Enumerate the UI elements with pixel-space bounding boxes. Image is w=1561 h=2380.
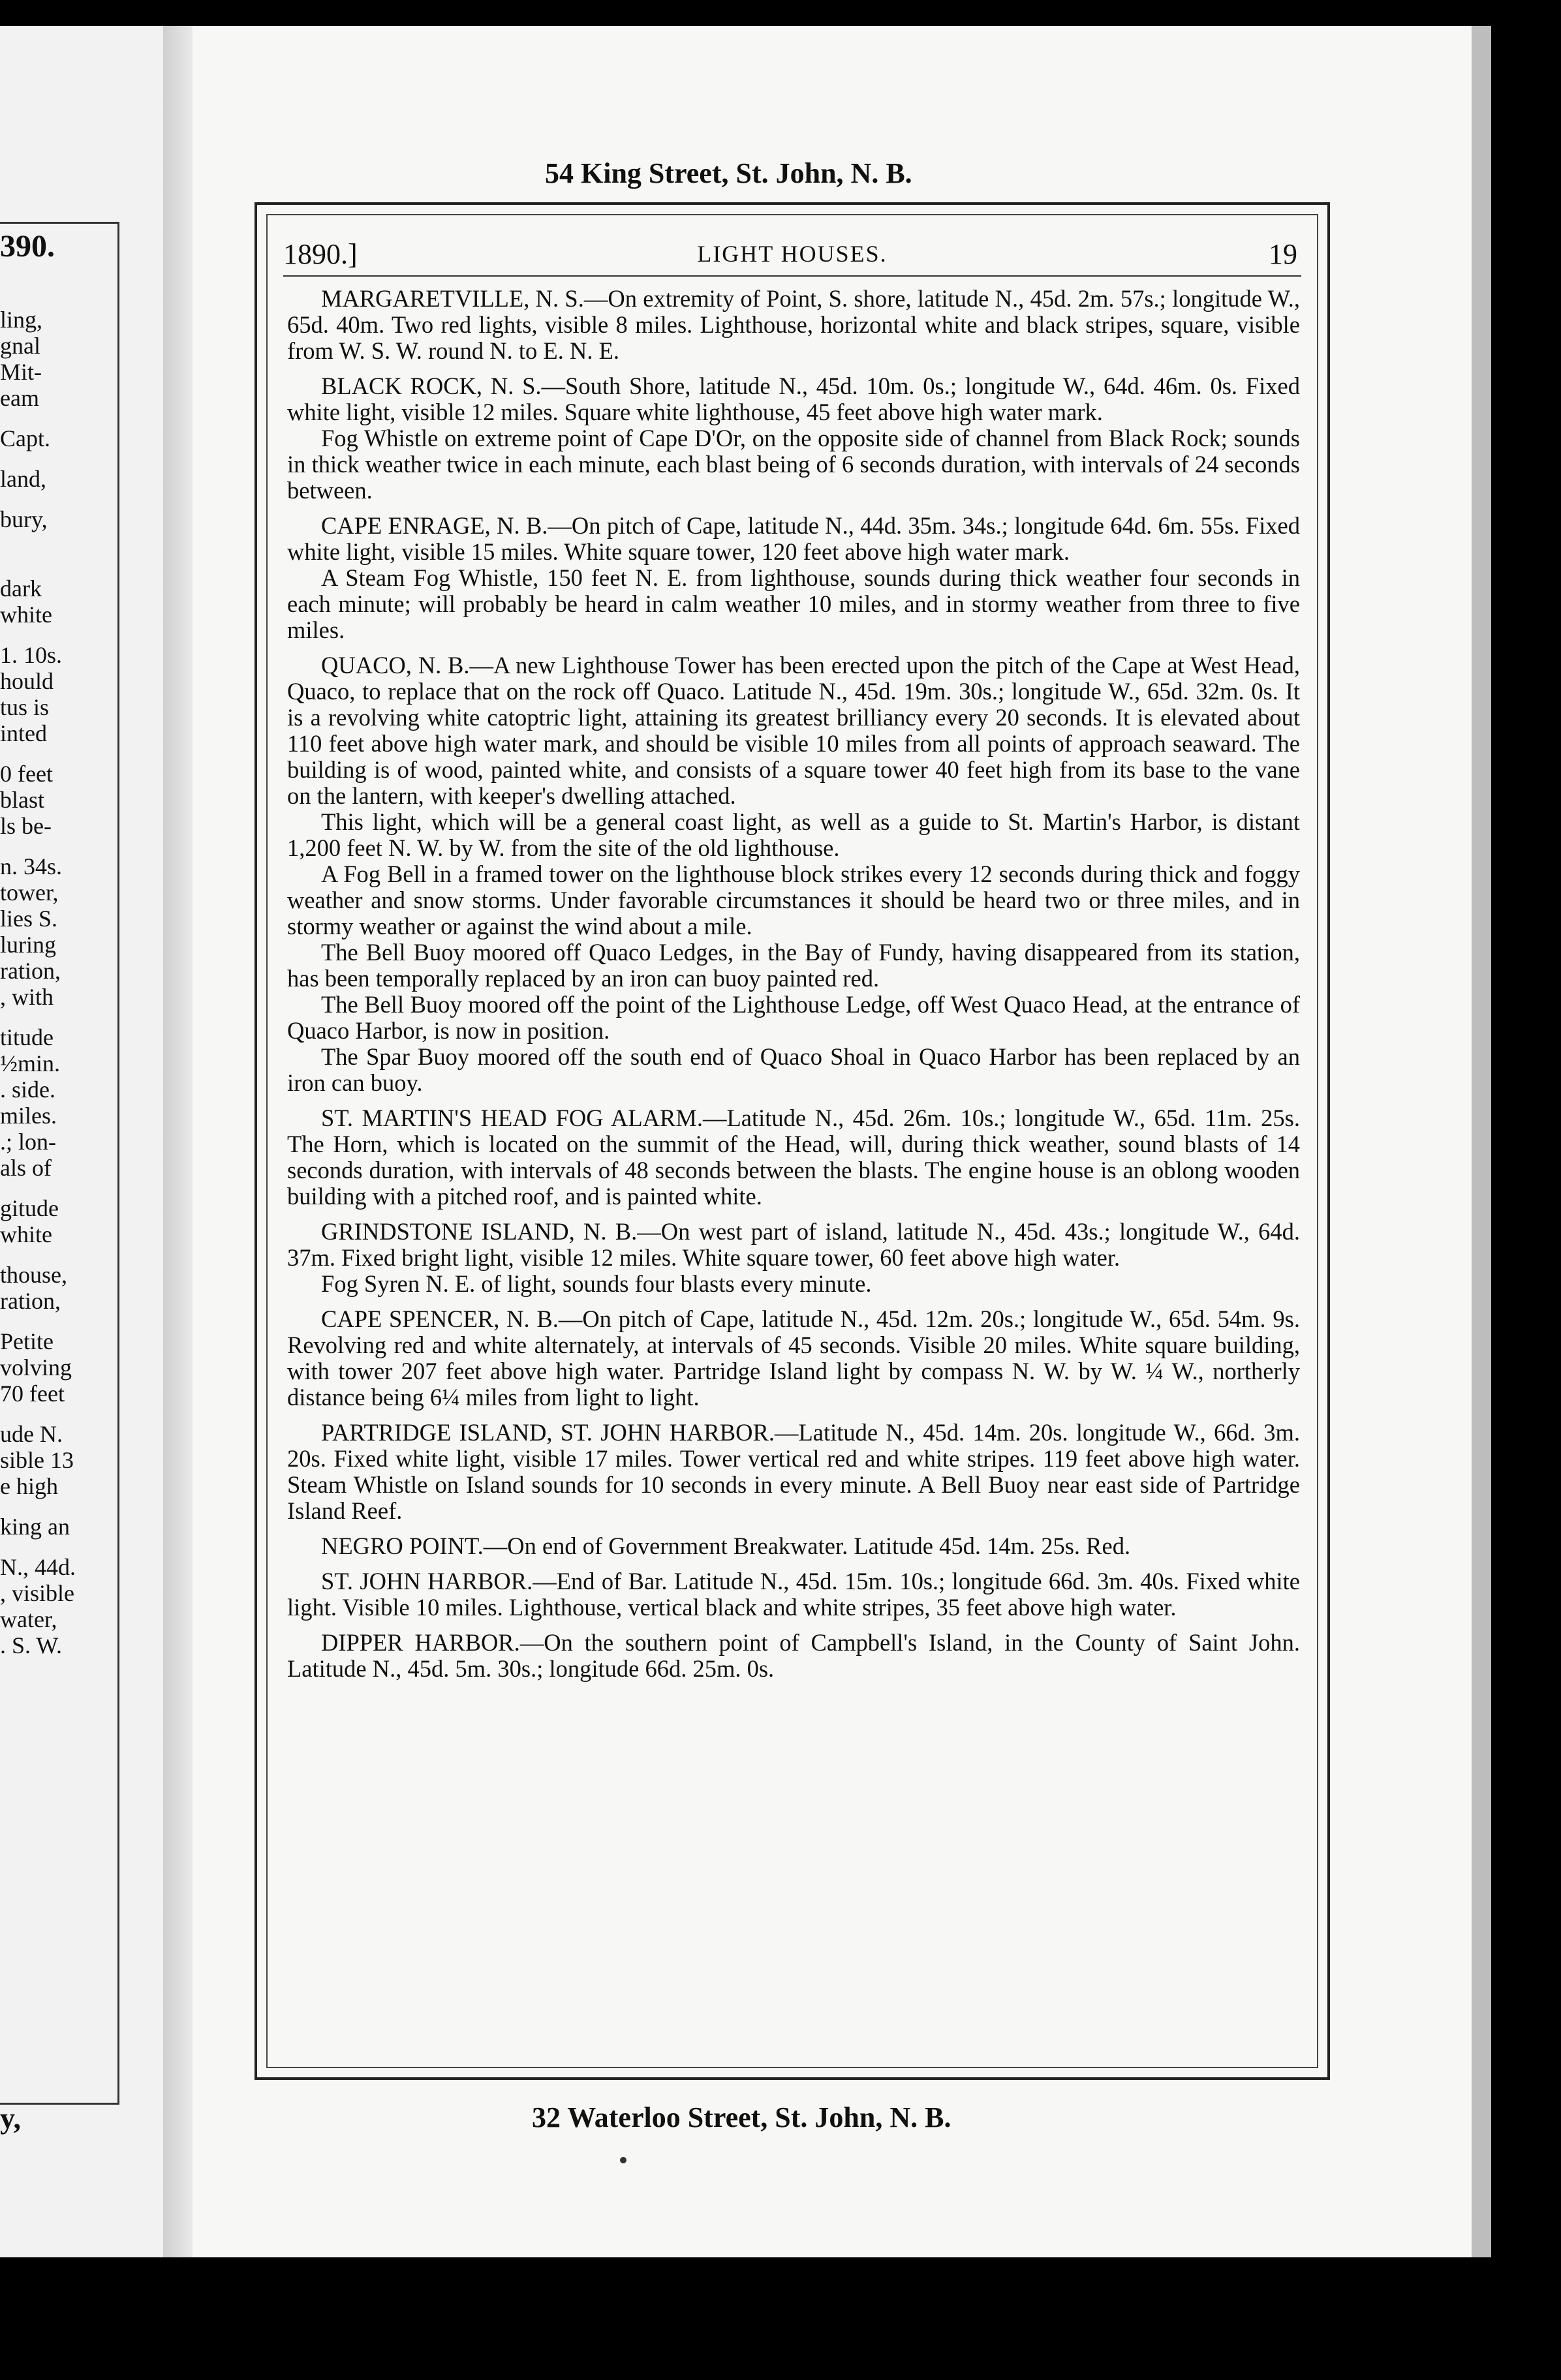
left-page-fragment-line: ½min. — [0, 1050, 61, 1076]
left-page-fragment-line: inted — [0, 720, 47, 746]
book-gutter — [163, 26, 193, 2257]
entry-paragraph: ST. JOHN HARBOR.—End of Bar. Latitude N., 45d. 15m. 10s.; longitude 66d. 3m. 40s. Fixed white light. Visible 10 miles. Lighthouse, vertical black and white stripes, 35 feet above high water. — [287, 1568, 1300, 1621]
page-frame-inner — [266, 214, 1318, 2068]
entry-paragraph: NEGRO POINT.—On end of Government Breakwater. Latitude 45d. 14m. 25s. Red. — [321, 1533, 1131, 1559]
left-page-fragment-line: luring — [0, 932, 56, 958]
left-page-fragment-line: 1. 10s. — [0, 642, 63, 668]
book-page — [193, 26, 1472, 2257]
left-page-fragment-line: n. 34s. — [0, 853, 63, 879]
entry-paragraph: QUACO, N. B.—A new Lighthouse Tower has been erected upon the pitch of the Cape at West Head, Quaco, to replace that on the rock off Quaco. Latitude N., 45d. 19m. 30s.; longitude W., 65d. 32m. 0s. It is a revolving white catoptric light, attaining its greatest brilliancy every 20 seconds. It is elevated about 110 feet above high water mark, and should be visible 10 miles from all points of approach seaward. The building is of wood, painted white, and consists of a square tower 40 feet high from its base to the vane on the lantern, with keeper's dwelling attached. — [287, 652, 1300, 809]
left-page-fragment-line: eam — [0, 385, 39, 411]
lighthouse-entries — [287, 286, 1300, 1682]
left-page-fragment-line: white — [0, 602, 52, 628]
entry-paragraph: CAPE ENRAGE, N. B.—On pitch of Cape, latitude N., 44d. 35m. 34s.; longitude 64d. 6m. 55s. Fixed white light, visible 15 miles. White square tower, 120 feet above high water mark. — [287, 512, 1300, 565]
page-header — [283, 234, 1301, 277]
left-page-fragment-line: water, — [0, 1606, 57, 1632]
left-page-fragment-line: lies S. — [0, 906, 58, 932]
page-footer: 32 Waterloo Street, St. John, N. B. — [532, 2101, 951, 2133]
left-page-fragment-line: hould — [0, 668, 54, 694]
left-page-fragment-line: tower, — [0, 879, 59, 906]
entry-paragraph: The Bell Buoy moored off Quaco Ledges, in the Bay of Fundy, having disappeared from its station, has been temporally replaced by an iron can buoy painted red. — [287, 939, 1300, 992]
left-page-fragment-line: ude N. — [0, 1421, 63, 1447]
header-title: LIGHT HOUSES. — [697, 241, 888, 267]
page-edge — [1472, 26, 1491, 2257]
running-head: 54 King Street, St. John, N. B. — [545, 157, 912, 189]
left-page-fragment-line: Mit- — [0, 359, 42, 385]
entry-paragraph: PARTRIDGE ISLAND, ST. JOHN HARBOR.—Latitude N., 45d. 14m. 20s. longitude W., 66d. 3m. 20s. Fixed white light, visible 17 miles. Tower vertical red and white stripes. 119 feet above high water. Steam Whistle on Island sounds for 10 seconds in every minute. A Bell Buoy near east side of Partridge Island Reef. — [287, 1419, 1300, 1524]
left-page-fragment-line: Petite — [0, 1328, 54, 1354]
left-page-fragment-line: miles. — [0, 1103, 57, 1129]
left-page-fragment-line: titude — [0, 1024, 54, 1050]
left-page-fragment-line: blast — [0, 787, 44, 813]
entry-paragraph: A Steam Fog Whistle, 150 feet N. E. from lighthouse, sounds during thick weather four seconds in each minute; will probably be heard in calm weather 10 miles, and in stormy weather from three to five miles. — [287, 564, 1300, 643]
page-frame — [255, 202, 1330, 2080]
entry-paragraph: BLACK ROCK, N. S.—South Shore, latitude N., 45d. 10m. 0s.; longitude W., 64d. 46m. 0s. Fixed white light, visible 12 miles. Square white lighthouse, 45 feet above high water mark. — [287, 373, 1300, 425]
left-page-fragment-line: ration, — [0, 958, 61, 984]
left-page-fragment-line: , with — [0, 984, 54, 1010]
left-page-footer-fragment: y, — [0, 2101, 21, 2135]
entry-paragraph: ST. MARTIN'S HEAD FOG ALARM.—Latitude N., 45d. 26m. 10s.; longitude W., 65d. 11m. 25s. The Horn, which is located on the summit of the Head, will, during thick weather, sound blasts of 14 seconds duration, with intervals of 48 seconds between the blasts. The engine house is an oblong wooden building with a pitched roof, and is painted white. — [287, 1105, 1300, 1210]
entry-paragraph: The Bell Buoy moored off the point of the Lighthouse Ledge, off West Quaco Head, at the entrance of Quaco Harbor, is now in position. — [287, 991, 1300, 1044]
entry-paragraph: The Spar Buoy moored off the south end of Quaco Shoal in Quaco Harbor has been replaced by an iron can buoy. — [287, 1043, 1300, 1096]
entry-paragraph: Fog Whistle on extreme point of Cape D'Or, on the opposite side of channel from Black Rock; sounds in thick weather twice in each minute, each blast being of 6 seconds duration, with intervals of 24 seconds between. — [287, 425, 1300, 504]
entry-paragraph: MARGARETVILLE, N. S.—On extremity of Point, S. shore, latitude N., 45d. 2m. 57s.; longitude W., 65d. 40m. Two red lights, visible 8 miles. Lighthouse, horizontal white and black stripes, square, visible from W. S. W. round N. to E. N. E. — [287, 285, 1300, 364]
entry-paragraph: A Fog Bell in a framed tower on the lighthouse block strikes every 12 seconds during thick and foggy weather and snow storms. Under favorable circumstances it should be heard two or three miles, and in stormy weather or against the wind about a mile. — [287, 861, 1300, 939]
entry-paragraph: GRINDSTONE ISLAND, N. B.—On west part of island, latitude N., 45d. 43s.; longitude W., 64d. 37m. Fixed bright light, visible 12 miles. White square tower, 60 feet above high water. — [287, 1218, 1300, 1271]
left-page-fragment-line: e high — [0, 1473, 58, 1499]
left-page-fragment-line: bury, — [0, 506, 48, 532]
left-page-fragment-line: gnal — [0, 333, 40, 359]
left-page-fragment-line: , visible — [0, 1580, 74, 1606]
entry-paragraph: CAPE SPENCER, N. B.—On pitch of Cape, latitude N., 45d. 12m. 20s.; longitude W., 65d. 54m. 9s. Revolving red and white alternately, at intervals of 45 seconds. Visible 20 miles. White square building, with tower 207 feet above high water. Partridge Island light by compass N. W. by W. ¼ W., northerly distance being 6¼ miles from light to light. — [287, 1305, 1300, 1411]
left-page-fragment-line: king an — [0, 1514, 70, 1540]
left-page-fragment-line: ling, — [0, 307, 43, 333]
header-year: 1890.] — [283, 238, 358, 270]
left-page-fragment-line: ls be- — [0, 813, 52, 839]
left-page-fragment-line: ration, — [0, 1288, 61, 1314]
left-page-fragment-line: N., 44d. — [0, 1554, 76, 1580]
left-page-fragment-line: tus is — [0, 694, 50, 720]
left-page-fragment-line: thouse, — [0, 1262, 67, 1288]
left-page-fragment-line: 0 feet — [0, 761, 53, 787]
left-page-fragment-line: sible 13 — [0, 1447, 74, 1473]
left-page-fragment-line: volving — [0, 1354, 72, 1381]
left-page-fragment-line: .; lon- — [0, 1129, 56, 1155]
left-page-fragment-line: gitude — [0, 1195, 59, 1221]
header-page-number: 19 — [1269, 238, 1297, 270]
left-page-fragment-line: . side. — [0, 1076, 55, 1103]
left-page-fragment-line: 70 feet — [0, 1381, 65, 1407]
left-page-heading: 390. — [0, 229, 55, 264]
left-page-fragment-line: white — [0, 1221, 52, 1247]
left-page-fragment-line: dark — [0, 575, 42, 602]
left-page-fragment — [0, 26, 163, 2257]
entry-paragraph: DIPPER HARBOR.—On the southern point of Campbell's Island, in the County of Saint John. Latitude N., 45d. 5m. 30s.; longitude 66d. 25m. 0s. — [287, 1629, 1300, 1682]
ink-speck — [620, 2157, 626, 2163]
left-page-fragment-line: land, — [0, 466, 46, 492]
entry-paragraph: Fog Syren N. E. of light, sounds four blasts every minute. — [321, 1270, 872, 1297]
left-page-fragment-line: . S. W. — [0, 1632, 63, 1658]
entry-paragraph: This light, which will be a general coast light, as well as a guide to St. Martin's Harbor, is distant 1,200 feet N. W. by W. from the site of the old lighthouse. — [287, 808, 1300, 861]
left-page-fragment-line: als of — [0, 1155, 52, 1181]
left-page-fragment-line: Capt. — [0, 425, 50, 451]
